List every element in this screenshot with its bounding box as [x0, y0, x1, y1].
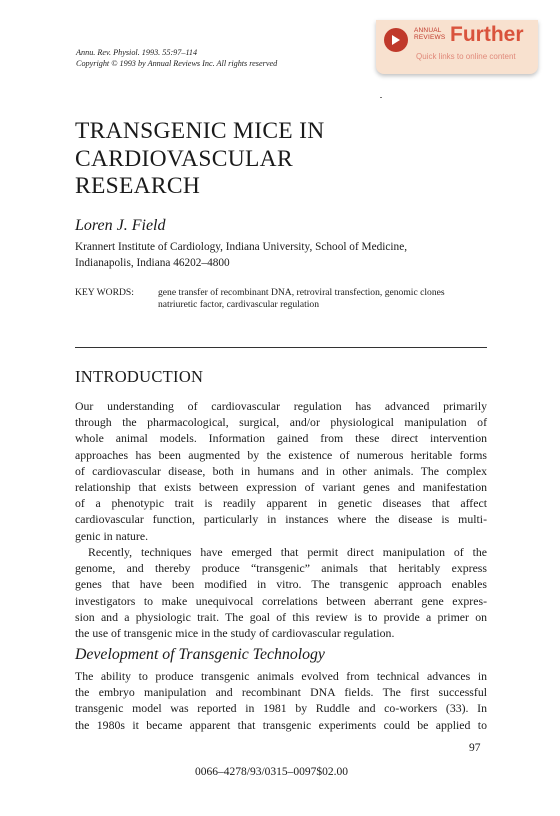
title-line: CARDIOVASCULAR	[75, 145, 293, 172]
keywords-label: KEY WORDS:	[75, 287, 134, 298]
text-line: genes that have been modified in vitro. The transgenic approach enables	[75, 577, 487, 592]
text-line: whole animal models. Information gained from these direct intervention	[75, 431, 487, 446]
text-line: the embryo manipulation and recombinant DNA fields. The first successful	[75, 685, 487, 700]
text-line: Recently, techniques have emerged that permit direct manipulation of the	[88, 545, 487, 559]
copyright-line: Copyright © 1993 by Annual Reviews Inc. All rights reserved	[76, 59, 278, 68]
page-number: 97	[469, 742, 481, 754]
text-line: The ability to produce transgenic animals evolved from technical advances in	[75, 669, 487, 683]
text-line: genome, and thereby produce “transgenic” animals that heritably express	[75, 561, 487, 576]
intro-paragraph-2	[75, 544, 487, 641]
text-line: approaches has been augmented by the existence of numerous heritable forms	[75, 447, 487, 462]
title-line: RESEARCH	[75, 173, 201, 199]
article-code: 0066–4278/93/0315–0097$02.00	[195, 766, 349, 778]
text-line: the use of transgenic mice in the study of cardiovascular regulation.	[75, 625, 395, 640]
text-line: genic in nature.	[75, 528, 149, 543]
text-line: of a phenotypic trait is readily apparent in genetic diseases that affect	[75, 496, 487, 511]
text-line: Our understanding of cardiovascular regulation has advanced primarily	[75, 399, 487, 413]
affiliation-line: Indianapolis, Indiana 46202–4800	[75, 257, 230, 269]
text-line: investigators to make unequivocal correlations between aberrant gene expres-	[75, 593, 487, 608]
badge-annual-reviews-text: ANNUAL REVIEWS	[414, 27, 446, 41]
introduction-heading: INTRODUCTION	[75, 367, 204, 386]
badge-subtitle[interactable]: Quick links to online content	[416, 52, 516, 61]
development-paragraph	[75, 668, 487, 733]
annual-reviews-logo-icon[interactable]	[383, 27, 409, 53]
text-line: transgenic model was reported in 1981 by Ruddle and co-workers (33). In	[75, 701, 487, 716]
intro-paragraph-1	[75, 398, 487, 544]
article-title	[75, 118, 325, 201]
text-line: of cardiovascular disease, both in humans and in other animals. The complex	[75, 463, 487, 478]
development-heading: Development of Transgenic Technology	[75, 646, 325, 663]
keywords-list	[158, 287, 445, 311]
title-line: TRANSGENIC MICE IN	[75, 118, 325, 144]
author-affiliation	[75, 239, 407, 271]
author-name: Loren J. Field	[75, 217, 166, 234]
badge-further-link[interactable]: Further	[450, 23, 524, 46]
citation-line: Annu. Rev. Physiol. 1993. 55:97–114	[76, 48, 198, 57]
section-divider	[75, 347, 487, 348]
text-line: relationship that exists between expression of variant genes and manifestation	[75, 479, 487, 494]
keywords-line: gene transfer of recombinant DNA, retroviral transfection, genomic clones	[158, 287, 445, 298]
text-line: cardiovascular function, particularly in instances where the disease is multi-	[75, 512, 487, 527]
journal-citation	[76, 47, 277, 69]
text-line: sion and a physiologic trait. The goal of this review is to provide a primer on	[75, 609, 487, 624]
text-line: the 1980s it became apparent that transgenic experiments could be applied to	[75, 717, 487, 732]
text-line: through the pharmacological, surgical, and/or physiological manipulation of	[75, 415, 487, 430]
speck-mark	[380, 97, 382, 98]
keywords-line: natriuretic factor, cardivascular regulation	[158, 299, 320, 310]
affiliation-line: Krannert Institute of Cardiology, Indiana University, School of Medicine,	[75, 241, 408, 253]
